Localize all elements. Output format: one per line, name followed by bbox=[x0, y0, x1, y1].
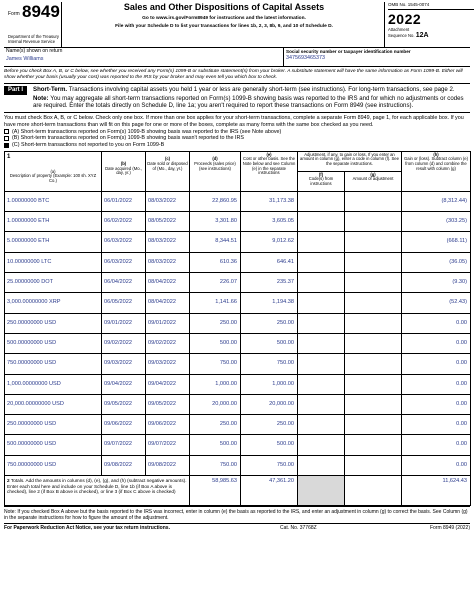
adjustment-cell[interactable] bbox=[345, 273, 402, 293]
adjustment-cell[interactable] bbox=[345, 374, 402, 394]
form-title-block bbox=[66, 2, 382, 29]
taxpayer-row bbox=[4, 48, 470, 67]
col-d-header bbox=[190, 151, 241, 191]
col-c-letter: (c) bbox=[164, 156, 171, 162]
proceeds-cell[interactable]: 750.00 bbox=[190, 455, 241, 475]
col-b-header bbox=[102, 151, 146, 191]
basis-note: Note: If you checked Box A above but the basis reported to the IRS was incorrect, enter in column (e) the basis as reported to the IRS, and enter an adjustment in column (g) to correct the basis. See Column (g) in the separate instructions for how to figure the amount of the adjustment. bbox=[4, 506, 470, 524]
ssn-label: Social security number or taxpayer identification number bbox=[286, 49, 411, 54]
cost-basis-cell[interactable]: 250.00 bbox=[241, 313, 298, 333]
col-g-letter: (g) bbox=[370, 171, 376, 177]
gain-loss-cell[interactable]: (668.11) bbox=[402, 232, 471, 252]
code-cell[interactable] bbox=[298, 394, 345, 414]
name-value: James Williams bbox=[6, 55, 44, 62]
form-header bbox=[4, 0, 470, 48]
date-acquired-cell[interactable]: 09/07/2022 bbox=[102, 435, 146, 455]
table-row bbox=[5, 455, 471, 475]
description-cell[interactable]: 750.00000000 USD bbox=[5, 354, 102, 374]
proceeds-cell[interactable]: 610.36 bbox=[190, 252, 241, 272]
col-a-letter: (a) bbox=[50, 168, 56, 174]
adjustment-cell[interactable] bbox=[345, 415, 402, 435]
name-field[interactable] bbox=[4, 48, 284, 66]
totals-row bbox=[5, 475, 471, 505]
cost-basis-cell[interactable]: 750.00 bbox=[241, 354, 298, 374]
date-acquired-cell[interactable]: 09/03/2022 bbox=[102, 354, 146, 374]
cost-basis-cell[interactable]: 1,000.00 bbox=[241, 374, 298, 394]
description-cell[interactable]: 750.00000000 USD bbox=[5, 455, 102, 475]
box-a-label: (A) Short-term transactions reported on Form(s) 1099-B showing basis was reported to the IRS (see Note above) bbox=[12, 128, 282, 135]
pra-notice: For Paperwork Reduction Act Notice, see your tax return instructions. bbox=[4, 525, 170, 532]
col-c-header bbox=[146, 151, 190, 191]
form-omb-block bbox=[384, 2, 474, 48]
code-cell[interactable] bbox=[298, 313, 345, 333]
department-line: Department of the Treasury bbox=[8, 34, 59, 39]
table-row bbox=[5, 232, 471, 252]
line-number: 1 bbox=[7, 153, 11, 160]
code-cell[interactable] bbox=[298, 415, 345, 435]
transactions-table bbox=[4, 151, 471, 506]
proceeds-cell[interactable]: 500.00 bbox=[190, 333, 241, 353]
box-options bbox=[4, 129, 470, 149]
must-check-text: You must check Box A, B, or C below. Check only one box. If more than one box applies for your short-term transactions, complete a separate Form 8949, page 1, for each applicable box. If you have more short-term transactions than will fit on this page for one or more of the boxes, complete as many forms with the same box checked as you need. bbox=[4, 112, 470, 129]
gain-loss-cell[interactable]: 0.00 bbox=[402, 415, 471, 435]
proceeds-cell[interactable]: 250.00 bbox=[190, 415, 241, 435]
description-cell[interactable]: 1.00000000 BTC bbox=[5, 191, 102, 211]
code-cell[interactable] bbox=[298, 435, 345, 455]
adjustment-cell[interactable] bbox=[345, 252, 402, 272]
gain-loss-cell[interactable]: (52.43) bbox=[402, 293, 471, 313]
table-row bbox=[5, 354, 471, 374]
proceeds-cell[interactable]: 250.00 bbox=[190, 313, 241, 333]
date-acquired-cell[interactable]: 09/01/2022 bbox=[102, 313, 146, 333]
col-h-text: Gain or (loss). Subtract column (e) from column (d) and combine the result with column (g) bbox=[404, 156, 468, 171]
col-f-text: Code(s) from instructions bbox=[308, 176, 334, 187]
total-cost[interactable]: 47,361.20 bbox=[241, 475, 298, 505]
date-acquired-cell[interactable]: 09/02/2022 bbox=[102, 333, 146, 353]
gain-loss-cell[interactable]: 0.00 bbox=[402, 394, 471, 414]
date-sold-cell[interactable]: 08/04/2022 bbox=[146, 293, 190, 313]
adjustment-cell[interactable] bbox=[345, 394, 402, 414]
col-b-text: Date acquired (Mo., day, yr.) bbox=[105, 165, 142, 176]
description-cell[interactable]: 500.00000000 USD bbox=[5, 333, 102, 353]
cost-basis-cell[interactable]: 9,012.62 bbox=[241, 232, 298, 252]
adjustment-cell[interactable] bbox=[345, 435, 402, 455]
ssn-value: 3475693465373 bbox=[286, 55, 325, 62]
date-acquired-cell[interactable]: 09/04/2022 bbox=[102, 374, 146, 394]
code-cell[interactable] bbox=[298, 333, 345, 353]
checkbox-c[interactable] bbox=[4, 143, 9, 148]
col-d-letter: (d) bbox=[212, 156, 218, 162]
part-tag: Part I bbox=[4, 86, 27, 95]
catalog-number: Cat. No. 37768Z bbox=[280, 525, 317, 532]
box-c-label: (C) Short-term transactions not reported to you on Form 1099-B bbox=[12, 142, 165, 149]
date-sold-cell[interactable]: 08/03/2022 bbox=[146, 232, 190, 252]
adjustment-cell[interactable] bbox=[345, 333, 402, 353]
part-one-heading bbox=[4, 84, 470, 110]
gain-loss-cell[interactable]: 0.00 bbox=[402, 333, 471, 353]
form-title: Sales and Other Dispositions of Capital Assets bbox=[123, 2, 325, 12]
col-f-header bbox=[298, 171, 345, 191]
note-text: You may aggregate all short-term transactions reported on Form(s) 1099-B showing basis was reported to the IRS and for which no adjustments or codes are required. Enter the totals directly on Schedule D, line 1a; you aren't required to report these transactions on Form 8949 (see instructions). bbox=[33, 94, 464, 110]
table-row bbox=[5, 212, 471, 232]
gain-loss-cell[interactable]: 0.00 bbox=[402, 354, 471, 374]
col-g-header bbox=[345, 171, 402, 191]
date-acquired-cell[interactable]: 06/01/2022 bbox=[102, 191, 146, 211]
cost-basis-cell[interactable]: 500.00 bbox=[241, 333, 298, 353]
table-body bbox=[5, 191, 471, 475]
table-row bbox=[5, 273, 471, 293]
date-acquired-cell[interactable]: 06/03/2022 bbox=[102, 232, 146, 252]
total-code-shaded bbox=[298, 475, 345, 505]
gain-loss-cell[interactable]: (303.25) bbox=[402, 212, 471, 232]
adjustment-cell[interactable] bbox=[345, 455, 402, 475]
date-acquired-cell[interactable]: 09/08/2022 bbox=[102, 455, 146, 475]
date-sold-cell[interactable]: 09/06/2022 bbox=[146, 415, 190, 435]
part-text: Transactions involving capital assets you held 1 year or less are generally short-term (see instructions). For long-term transactions, see page 2. bbox=[68, 86, 455, 94]
proceeds-cell[interactable]: 22,860.95 bbox=[190, 191, 241, 211]
date-acquired-cell[interactable]: 06/02/2022 bbox=[102, 212, 146, 232]
table-header bbox=[5, 151, 471, 171]
part-note bbox=[33, 95, 470, 110]
attachment-label: Attachment bbox=[388, 27, 410, 33]
col-a-text: Description of property (Example: 100 sh. XYZ Co.) bbox=[9, 173, 97, 183]
description-cell[interactable]: 25.00000000 DOT bbox=[5, 273, 102, 293]
date-sold-cell[interactable]: 09/08/2022 bbox=[146, 455, 190, 475]
cost-basis-cell[interactable]: 500.00 bbox=[241, 435, 298, 455]
cost-basis-cell[interactable]: 31,173.38 bbox=[241, 191, 298, 211]
date-acquired-cell[interactable]: 06/03/2022 bbox=[102, 252, 146, 272]
code-cell[interactable] bbox=[298, 252, 345, 272]
cost-basis-cell[interactable]: 20,000.00 bbox=[241, 394, 298, 414]
code-cell[interactable] bbox=[298, 293, 345, 313]
proceeds-cell[interactable]: 226.07 bbox=[190, 273, 241, 293]
table-row bbox=[5, 394, 471, 414]
gain-loss-cell[interactable]: 0.00 bbox=[402, 313, 471, 333]
total-proceeds[interactable]: 58,985.63 bbox=[190, 475, 241, 505]
proceeds-cell[interactable]: 3,301.80 bbox=[190, 212, 241, 232]
part-heading: Short-Term. bbox=[33, 86, 68, 94]
table-row bbox=[5, 252, 471, 272]
table-row bbox=[5, 374, 471, 394]
proceeds-cell[interactable]: 500.00 bbox=[190, 435, 241, 455]
department bbox=[8, 35, 59, 45]
col-d-text: Proceeds (sales price) (see instructions) bbox=[194, 161, 236, 171]
adjustment-cell[interactable] bbox=[345, 232, 402, 252]
description-cell[interactable]: 3,000.00000000 XRP bbox=[5, 293, 102, 313]
sequence-number: 12A bbox=[415, 32, 429, 40]
proceeds-cell[interactable]: 750.00 bbox=[190, 354, 241, 374]
proceeds-cell[interactable]: 1,141.66 bbox=[190, 293, 241, 313]
code-cell[interactable] bbox=[298, 191, 345, 211]
date-sold-cell[interactable]: 09/01/2022 bbox=[146, 313, 190, 333]
date-sold-cell[interactable]: 09/05/2022 bbox=[146, 394, 190, 414]
description-cell[interactable]: 1,000.00000000 USD bbox=[5, 374, 102, 394]
date-acquired-cell[interactable]: 06/04/2022 bbox=[102, 273, 146, 293]
date-acquired-cell[interactable]: 09/05/2022 bbox=[102, 394, 146, 414]
date-sold-cell[interactable]: 08/03/2022 bbox=[146, 252, 190, 272]
table-row bbox=[5, 435, 471, 455]
form-number: 8949 bbox=[22, 2, 60, 21]
description-cell[interactable]: 500.00000000 USD bbox=[5, 435, 102, 455]
cost-basis-cell[interactable]: 250.00 bbox=[241, 415, 298, 435]
col-g-text: Amount of adjustment bbox=[352, 176, 394, 182]
description-cell[interactable]: 10.00000000 LTC bbox=[5, 252, 102, 272]
checkbox-b[interactable] bbox=[4, 136, 9, 141]
cost-basis-cell[interactable]: 3,605.05 bbox=[241, 212, 298, 232]
date-sold-cell[interactable]: 08/05/2022 bbox=[146, 212, 190, 232]
col-a-header bbox=[5, 151, 102, 191]
description-cell[interactable]: 1.00000000 ETH bbox=[5, 212, 102, 232]
col-f-letter: (f) bbox=[318, 171, 324, 177]
date-acquired-cell[interactable]: 09/06/2022 bbox=[102, 415, 146, 435]
adjustment-cell[interactable] bbox=[345, 212, 402, 232]
gain-loss-cell[interactable]: 0.00 bbox=[402, 435, 471, 455]
total-gain-loss[interactable]: 11,624.43 bbox=[402, 475, 471, 505]
col-e-text: Cost or other basis. See the Note below and see Column (e) in the separate instructions bbox=[242, 156, 296, 176]
part-description bbox=[27, 86, 470, 110]
omb-number: OMB No. 1545-0074 bbox=[388, 2, 474, 10]
description-cell[interactable]: 5.00000000 ETH bbox=[5, 232, 102, 252]
gain-loss-cell[interactable]: 0.00 bbox=[402, 374, 471, 394]
date-sold-cell[interactable]: 09/04/2022 bbox=[146, 374, 190, 394]
box-option-a[interactable] bbox=[4, 129, 470, 136]
adjustment-cell[interactable] bbox=[345, 354, 402, 374]
date-sold-cell[interactable]: 09/07/2022 bbox=[146, 435, 190, 455]
adjustment-cell[interactable] bbox=[345, 313, 402, 333]
gain-loss-cell[interactable]: (8,312.44) bbox=[402, 191, 471, 211]
code-cell[interactable] bbox=[298, 212, 345, 232]
description-cell[interactable]: 250.00000000 USD bbox=[5, 313, 102, 333]
adjustment-header: Adjustment, if any, to gain or loss. If you enter an amount in column (g), enter a code in column (f). See the separate instructions. bbox=[298, 151, 402, 171]
description-cell[interactable]: 250.00000000 USD bbox=[5, 415, 102, 435]
box-b-label: (B) Short-term transactions reported on Form(s) 1099-B showing basis wasn't reported to the IRS bbox=[12, 135, 245, 142]
gain-loss-cell[interactable]: (9.30) bbox=[402, 273, 471, 293]
code-cell[interactable] bbox=[298, 232, 345, 252]
date-sold-cell[interactable]: 09/02/2022 bbox=[146, 333, 190, 353]
col-h-letter: (h) bbox=[433, 151, 439, 157]
form-footer-id: Form 8949 (2022) bbox=[429, 525, 470, 532]
code-cell[interactable] bbox=[298, 273, 345, 293]
cost-basis-cell[interactable]: 235.37 bbox=[241, 273, 298, 293]
name-label: Name(s) shown on return bbox=[6, 48, 63, 54]
cost-basis-cell[interactable]: 646.41 bbox=[241, 252, 298, 272]
table-row bbox=[5, 191, 471, 211]
proceeds-cell[interactable]: 8,344.51 bbox=[190, 232, 241, 252]
attachment-sequence bbox=[388, 27, 474, 40]
totals-line-number: 2 bbox=[7, 477, 10, 483]
table-row bbox=[5, 415, 471, 435]
gain-loss-cell[interactable]: (36.05) bbox=[402, 252, 471, 272]
code-cell[interactable] bbox=[298, 374, 345, 394]
form-subtitle-1: Go to www.irs.gov/Form8949 for instructions and the latest information. bbox=[142, 16, 306, 22]
date-sold-cell[interactable]: 08/04/2022 bbox=[146, 273, 190, 293]
col-c-text: Date sold or disposed of (Mo., day, yr.) bbox=[147, 161, 188, 171]
table-row bbox=[5, 333, 471, 353]
checkbox-a[interactable] bbox=[4, 129, 9, 134]
form-word: Form bbox=[8, 11, 20, 17]
totals-label bbox=[5, 475, 190, 505]
gain-loss-cell[interactable]: 0.00 bbox=[402, 455, 471, 475]
tax-year: 2022 bbox=[388, 11, 422, 28]
col-h-header bbox=[402, 151, 471, 191]
col-e-header bbox=[241, 151, 298, 191]
table-row bbox=[5, 313, 471, 333]
form-footer bbox=[4, 523, 470, 532]
total-adjustment[interactable] bbox=[345, 475, 402, 505]
col-e-letter: (e) bbox=[266, 151, 272, 157]
cost-basis-cell[interactable]: 1,194.38 bbox=[241, 293, 298, 313]
adjustment-cell[interactable] bbox=[345, 191, 402, 211]
adjustment-cell[interactable] bbox=[345, 293, 402, 313]
department-line: Internal Revenue Service bbox=[8, 38, 56, 44]
ssn-field[interactable] bbox=[284, 48, 470, 66]
cost-basis-cell[interactable]: 750.00 bbox=[241, 455, 298, 475]
proceeds-cell[interactable]: 1,000.00 bbox=[190, 374, 241, 394]
table-row bbox=[5, 293, 471, 313]
col-b-letter: (b) bbox=[120, 161, 127, 167]
date-acquired-cell[interactable]: 06/05/2022 bbox=[102, 293, 146, 313]
form-id-block bbox=[8, 2, 62, 48]
sequence-label: Sequence No. bbox=[388, 33, 415, 39]
code-cell[interactable] bbox=[298, 455, 345, 475]
date-sold-cell[interactable]: 09/03/2022 bbox=[146, 354, 190, 374]
description-cell[interactable]: 20,000.00000000 USD bbox=[5, 394, 102, 414]
form-subtitle-2: File with your Schedule D to list your transactions for lines 1b, 2, 3, 8b, 9, and 10 of Schedule D. bbox=[115, 23, 333, 29]
box-option-c[interactable] bbox=[4, 142, 470, 149]
totals-text: Totals. Add the amounts in columns (d), (e), (g), and (h) (subtract negative amounts). Enter each total here and include on your Schedule D, line 1b (if Box A above is checked), line 2 (if Box B above is checked), or line 3 (if Box C above is checked) bbox=[7, 477, 187, 495]
before-you-check-text: Before you check Box A, B, or C below, see whether you received any Form(s) 1099-B or substitute statement(s) from your broker. A substitute statement will have the same information as Form 1099-B. Either will show whether your basis (usually your cost) was reported to the IRS by your broker and may even tell you which box to check. bbox=[4, 67, 470, 84]
date-sold-cell[interactable]: 08/03/2022 bbox=[146, 191, 190, 211]
proceeds-cell[interactable]: 20,000.00 bbox=[190, 394, 241, 414]
box-option-b[interactable] bbox=[4, 135, 470, 142]
note-label: Note: bbox=[33, 94, 49, 102]
code-cell[interactable] bbox=[298, 354, 345, 374]
